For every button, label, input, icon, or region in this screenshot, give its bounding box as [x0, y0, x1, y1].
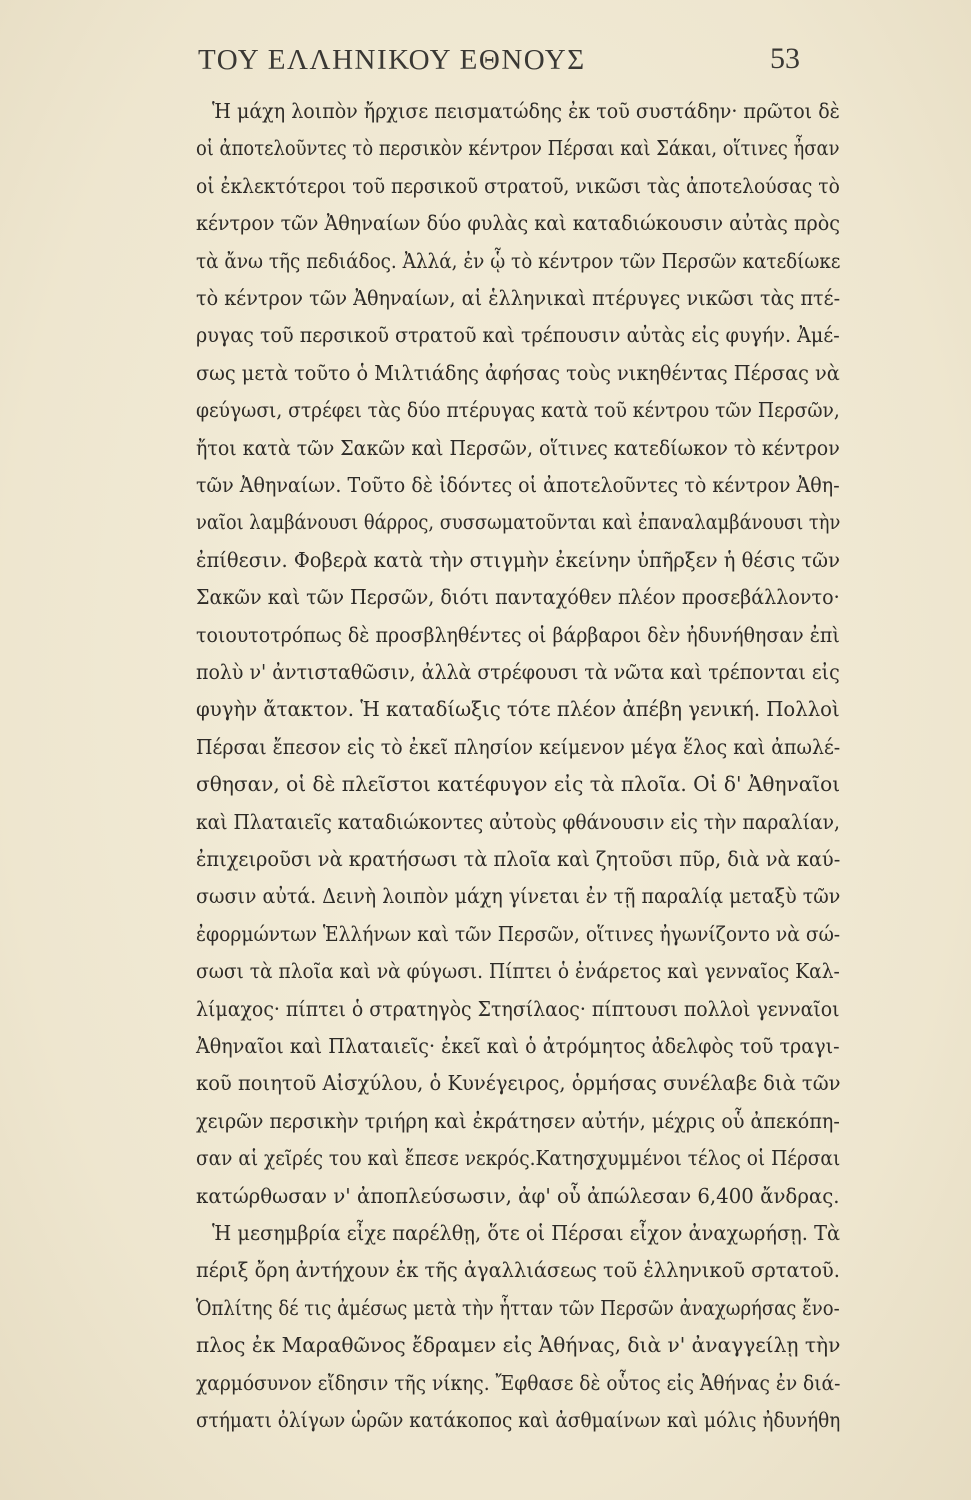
text-line: οἱ ἐκλεκτότεροι τοῦ περσικοῦ στρατοῦ, νικῶσι τὰς ἀποτελούσας τὸ [196, 173, 840, 198]
text-line: Πέρσαι ἔπεσον εἰς τὸ ἐκεῖ πλησίον κείμενον μέγα ἕλος καὶ ἀπωλέ- [196, 734, 841, 759]
text-line: κατώρθωσαν ν' ἀποπλεύσωσιν, ἀφ' οὗ ἀπώλεσαν 6,400 ἄνδρας. [196, 1183, 840, 1208]
text-line: λίμαχος· πίπτει ὁ στρατηγὸς Στησίλαος· πίπτουσι πολλοὶ γενναῖοι [196, 996, 840, 1021]
text-line: ἤτοι κατὰ τῶν Σακῶν καὶ Περσῶν, οἵτινες κατεδίωκον τὸ κέντρον [196, 435, 840, 460]
text-line: πέριξ ὄρη ἀντήχουν ἐκ τῆς ἀγαλλιάσεως τοῦ ἑλληνικοῦ σρτατοῦ. [196, 1258, 840, 1283]
text-line: σωσι τὰ πλοῖα καὶ νὰ φύγωσι. Πίπτει ὁ ἐνάρετος καὶ γενναῖος Καλ- [196, 959, 840, 984]
text-line: σως μετὰ τοῦτο ὁ Μιλτιάδης ἀφήσας τοὺς νικηθέντας Πέρσας νὰ [196, 360, 840, 385]
running-head-title: ΤΟΥ ΕΛΛΗΝΙΚΟΥ ΕΘΝΟΥΣ [198, 44, 586, 76]
text-line: οἱ ἀποτελοῦντες τὸ περσικὸν κέντρον Πέρσαι καὶ Σάκαι, οἵτινες ἦσαν [196, 136, 840, 161]
text-line: τῶν Ἀθηναίων. Τοῦτο δὲ ἰδόντες οἱ ἀποτελοῦντες τὸ κέντρον Ἀθη- [196, 473, 840, 497]
text-line: Ὁπλίτης δέ τις ἀμέσως μετὰ τὴν ἧτταν τῶν Περσῶν ἀναχωρήσας ἔνο- [196, 1295, 840, 1320]
text-line: χειρῶν περσικὴν τριήρη καὶ ἐκράτησεν αὐτήν, μέχρις οὗ ἀπεκόπη- [196, 1108, 840, 1133]
text-line: σαν αἱ χεῖρές του καὶ ἔπεσε νεκρός.Κατησχυμμένοι τέλος οἱ Πέρσαι [196, 1146, 841, 1171]
text-line: Ἡ μεσημβρία εἶχε παρέλθῃ, ὅτε οἱ Πέρσαι εἶχον ἀναχωρήσῃ. Τὰ [212, 1221, 841, 1245]
text-line: Ἡ μάχη λοιπὸν ἤρχισε πεισματώδης ἐκ τοῦ συστάδην· πρῶτοι δὲ [212, 99, 840, 123]
text-line: χαρμόσυνον εἴδησιν τῆς νίκης. Ἔφθασε δὲ οὗτος εἰς Ἀθήνας ἐν διά- [196, 1370, 841, 1395]
text-line: ναῖοι λαμβάνουσι θάρρος, συσσωματοῦνται καὶ ἐπαναλαμβάνουσι τὴν [196, 510, 841, 535]
text-line: ἐφορμώντων Ἑλλήνων καὶ τῶν Περσῶν, οἵτινες ἠγωνίζοντο νὰ σώ- [196, 921, 841, 946]
page-number: 53 [770, 42, 800, 75]
text-line: ἐπίθεσιν. Φοβερὰ κατὰ τὴν στιγμὴν ἐκείνην ὑπῆρξεν ἡ θέσις τῶν [196, 547, 840, 572]
text-line: κοῦ ποιητοῦ Αἰσχύλου, ὁ Κυνέγειρος, ὁρμήσας συνέλαβε διὰ τῶν [196, 1071, 841, 1096]
text-line: σωσιν αὐτά. Δεινὴ λοιπὸν μάχη γίνεται ἐν τῇ παραλίᾳ μεταξὺ τῶν [196, 884, 841, 909]
text-line: φεύγωσι, στρέφει τὰς δύο πτέρυγας κατὰ τοῦ κέντρου τῶν Περσῶν, [196, 398, 840, 423]
text-line: Ἀθηναῖοι καὶ Πλαταιεῖς· ἐκεῖ καὶ ὁ ἀτρόμητος ἀδελφὸς τοῦ τραγι- [196, 1034, 840, 1058]
text-line: σθησαν, οἱ δὲ πλεῖστοι κατέφυγον εἰς τὰ πλοῖα. Οἱ δ' Ἀθηναῖοι [196, 772, 841, 797]
text-line: ρυγας τοῦ περσικοῦ στρατοῦ καὶ τρέπουσιν αὐτὰς εἰς φυγήν. Ἀμέ- [196, 323, 840, 348]
text-line: τοιουτοτρόπως δὲ προσβληθέντες οἱ βάρβαροι δὲν ἠδυνήθησαν ἐπὶ [196, 622, 840, 647]
text-line: καὶ Πλαταιεῖς καταδιώκοντες αὐτοὺς φθάνουσιν εἰς τὴν παραλίαν, [196, 809, 840, 834]
text-line: τὰ ἄνω τῆς πεδιάδος. Ἀλλά, ἐν ᾧ τὸ κέντρον τῶν Περσῶν κατεδίωκε [196, 248, 841, 273]
text-line: στήματι ὀλίγων ὡρῶν κατάκοπος καὶ ἀσθμαίνων καὶ μόλις ἠδυνήθη [196, 1408, 841, 1432]
text-line: κέντρον τῶν Ἀθηναίων δύο φυλὰς καὶ καταδιώκουσιν αὐτὰς πρὸς [196, 211, 841, 236]
text-line: τὸ κέντρον τῶν Ἀθηναίων, αἱ ἑλληνικαὶ πτέρυγες νικῶσι τὰς πτέ- [196, 286, 841, 310]
running-head [0, 38, 971, 82]
text-line: ἐπιχειροῦσι νὰ κρατήσωσι τὰ πλοῖα καὶ ζητοῦσι πῦρ, διὰ νὰ καύ- [196, 847, 841, 871]
text-line: φυγὴν ἄτακτον. Ἡ καταδίωξις τότε πλέον ἀπέβη γενική. Πολλοὶ [196, 697, 840, 722]
text-line: πλος ἐκ Μαραθῶνος ἔδραμεν εἰς Ἀθήνας, διὰ ν' ἀναγγείλῃ τὴν [196, 1333, 841, 1358]
text-line: πολὺ ν' ἀντισταθῶσιν, ἀλλὰ στρέφουσι τὰ νῶτα καὶ τρέπονται εἰς [196, 660, 840, 684]
text-line: Σακῶν καὶ τῶν Περσῶν, διότι πανταχόθεν πλέον προσεβάλλοντο· [196, 585, 840, 610]
